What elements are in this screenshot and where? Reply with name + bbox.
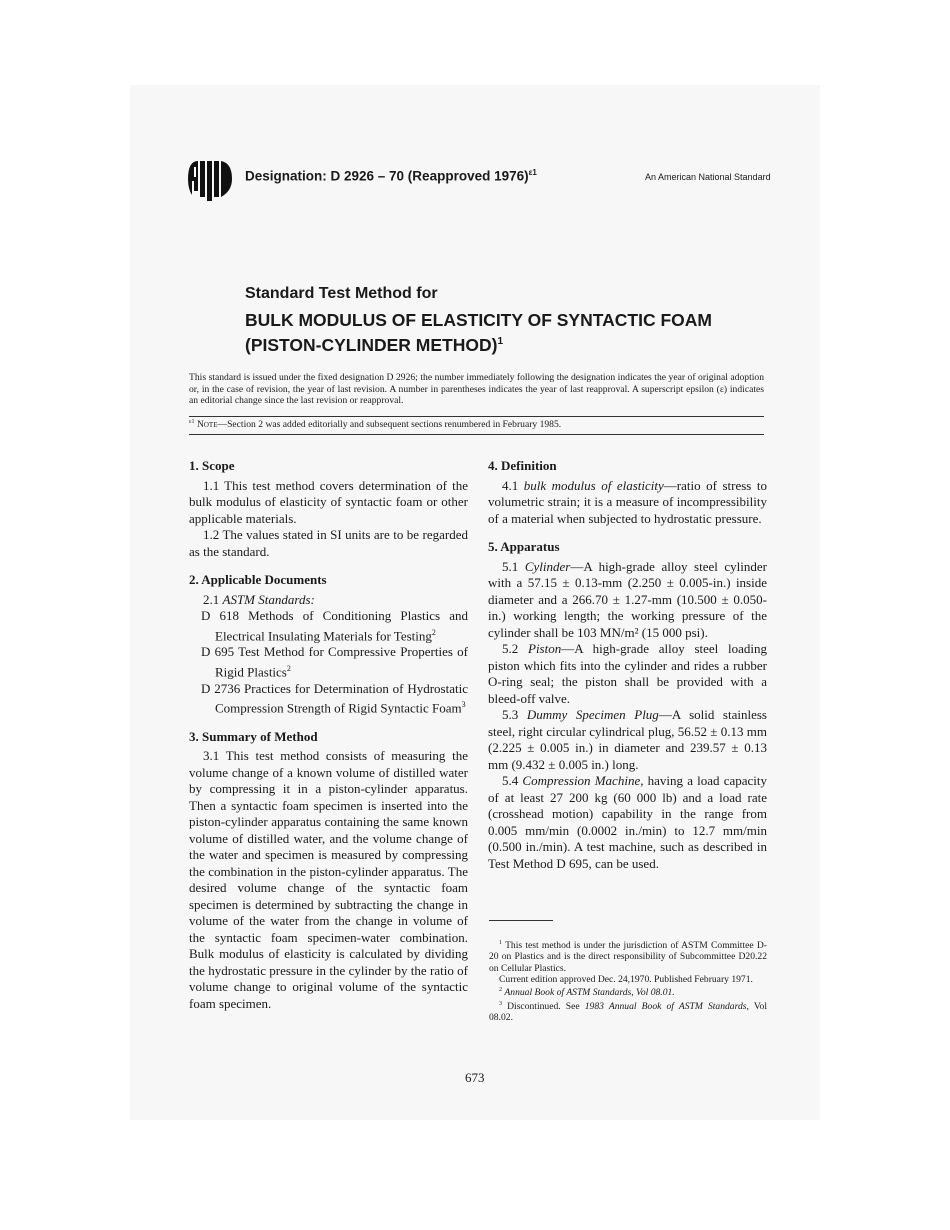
divider <box>189 416 764 417</box>
footnote: $^1$ This test method is under the jurisdiction of ASTM Committee D-20 on Plastics and is the direct responsibility of Subcommittee D20.22 on Cellular Plastics. <box>489 940 767 974</box>
title-line-2: BULK MODULUS OF ELASTICITY OF SYNTACTIC FOAM <box>245 310 712 330</box>
right-column <box>488 458 767 872</box>
reference-item: D 695 Test Method for Compressive Properties of Rigid Plastics$^2$ <box>201 644 468 680</box>
reference-item: D 2736 Practices for Determination of Hydrostatic Compression Strength of Rigid Syntactic Foam$^3$ <box>201 680 468 716</box>
footnote: Current edition approved Dec. 24,1970. Published February 1971. <box>499 974 753 986</box>
national-standard-label: An American National Standard <box>645 172 771 182</box>
footnotes <box>489 938 767 1024</box>
issued-statement: This standard is issued under the fixed designation D 2926; the number immediately following the designation indicates the year of original adoption or, in the case of revision, the year of last revision. A number in parentheses indicates the year of last reapproval. A superscript epsilon (ε) indicates an editorial change since the last revision or reapproval. <box>189 372 764 406</box>
paragraph: 2.1 ASTM Standards: <box>203 591 315 607</box>
paragraph: 5.2 Piston—A high-grade alloy steel loading piston which fits into the cylinder and rides a rubber O-ring seal; the piston shall be provided with a bleed-off valve. <box>488 641 768 706</box>
paragraph: 5.3 Dummy Specimen Plug—A solid stainless steel, right circular cylindrical plug, 56.52 ± 0.13 mm (2.225 ± 0.005 in.) in diameter and 239.57 ± 0.13 mm (9.432 ± 0.005 in.) long. <box>488 707 767 772</box>
reference-item: D 618 Methods of Conditioning Plastics and Electrical Insulating Materials for Testing$^2$ <box>201 608 468 643</box>
title-line-3: (PISTON-CYLINDER METHOD)$^1$ <box>245 335 504 355</box>
footnote-divider <box>489 920 553 921</box>
title-line-1: Standard Test Method for <box>245 285 438 302</box>
designation: Designation: D 2926 – 70 (Reapproved 1976)$^{\varepsilon 1}$ <box>245 168 537 184</box>
paragraph: 1.1 This test method covers determination of the bulk modulus of elasticity of syntactic foam or other applicable materials. <box>189 477 468 526</box>
astm-logo-icon <box>186 157 234 201</box>
section-heading-docs: 2. Applicable Documents <box>189 572 327 587</box>
section-heading-apparatus: 5. Apparatus <box>488 539 560 554</box>
paragraph: 5.4 Compression Machine, having a load capacity of at least 27 200 kg (60 000 lb) and a load rate (crosshead motion) capability in the range from 0.005 mm/min (0.0002 in./min) to 12.7 mm/min (0.500 in./min). A test machine, such as described in Test Method D 695, can be used. <box>488 773 767 871</box>
divider <box>189 434 764 435</box>
section-heading-definition: 4. Definition <box>488 458 557 473</box>
left-column <box>189 458 468 1012</box>
paragraph: 1.2 The values stated in SI units are to be regarded as the standard. <box>189 527 468 559</box>
footnote: $^3$ Discontinued. See 1983 Annual Book of ASTM Standards, Vol 08.02. <box>489 1000 767 1024</box>
section-heading-summary: 3. Summary of Method <box>189 728 318 744</box>
footnote: $^2$ Annual Book of ASTM Standards, Vol 08.01. <box>499 987 675 999</box>
paragraph: 4.1 bulk modulus of elasticity—ratio of stress to volumetric strain; it is a measure of incompressibility of a material when subjected to hydrostatic pressure. <box>488 477 767 526</box>
page-number: 673 <box>465 1070 485 1085</box>
section-heading-scope: 1. Scope <box>189 458 235 473</box>
paragraph: 5.1 Cylinder—A high-grade alloy steel cylinder with a 57.15 ± 0.13-mm (2.250 ± 0.005-in.) inside diameter and a 266.70 ± 1.27-mm (10.500 ± 0.050-in.) working length; the working pressure of the cylinder shall be 103 MN/m² (15 000 psi). <box>488 558 768 640</box>
editorial-note: $^{\varepsilon 1}$ Note—Section 2 was added editorially and subsequent sections renumbered in February 1985. <box>189 419 562 431</box>
paragraph: 3.1 This test method consists of measuring the volume change of a known volume of distilled water by compressing it in a piston-cylinder apparatus. Then a syntactic foam specimen is inserted into the piston-cylinder apparatus containing the same known volume of distilled water, and the volume change of the water and specimen is measured by compressing the combination in the piston-cylinder apparatus. The desired volume change of the syntactic foam specimen is determined by subtracting the change in volume of the water from the change in volume of the syntactic foam specimen-water combination. Bulk modulus of elasticity is calculated by dividing the hydrostatic pressure in the cylinder by the ratio of volume change to original volume of the syntactic foam specimen. <box>189 748 468 1011</box>
